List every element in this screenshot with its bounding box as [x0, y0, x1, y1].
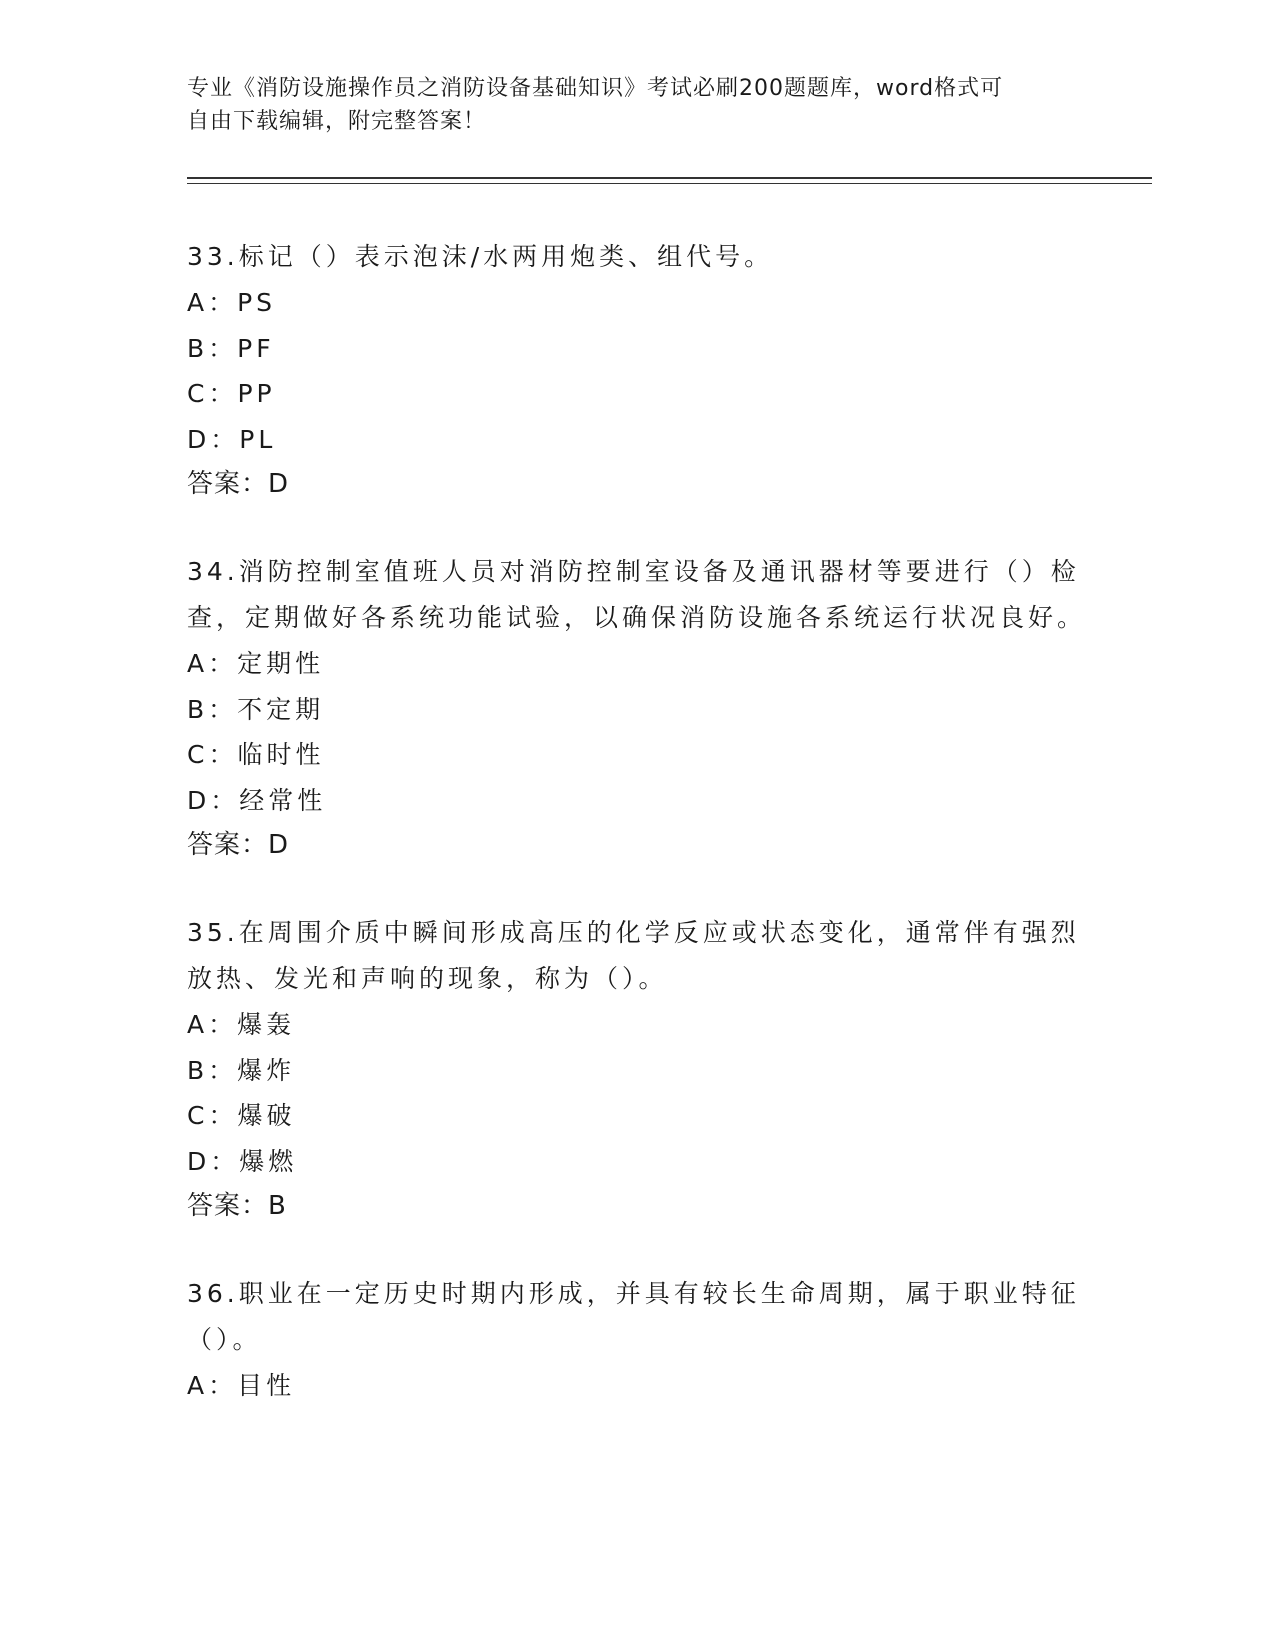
question-stem: 35.在周围介质中瞬间形成高压的化学反应或状态变化，通常伴有强烈放热、发光和声响的现象，称为（）。 [187, 918, 1080, 993]
option-d: D：经常性 [187, 785, 327, 815]
header-line-2: 自由下载编辑，附完整答案！ [187, 109, 487, 134]
option-c: C：PP [187, 379, 276, 408]
question-list [187, 234, 1087, 1452]
document-header [187, 72, 1067, 138]
question-36 [187, 1271, 1087, 1409]
option-d: D：PL [187, 424, 277, 454]
option-a: A：PS [187, 288, 277, 317]
option-c: C：爆破 [187, 1101, 296, 1130]
option-a: A：定期性 [187, 649, 325, 678]
option-b: B：PF [187, 333, 275, 363]
header-divider [187, 177, 1152, 184]
option-c: C：临时性 [187, 740, 325, 769]
answer: 答案：B [187, 1191, 287, 1221]
option-b: B：不定期 [187, 694, 325, 724]
question-stem: 36.职业在一定历史时期内形成，并具有较长生命周期，属于职业特征（）。 [187, 1279, 1080, 1354]
option-a: A：目性 [187, 1371, 296, 1400]
answer: 答案：D [187, 469, 290, 499]
question-stem: 33.标记（）表示泡沫/水两用炮类、组代号。 [187, 242, 774, 271]
option-b: B：爆炸 [187, 1055, 296, 1085]
answer: 答案：D [187, 830, 290, 860]
option-d: D：爆燃 [187, 1146, 298, 1176]
question-stem: 34.消防控制室值班人员对消防控制室设备及通讯器材等要进行（）检查，定期做好各系统功能试验，以确保消防设施各系统运行状况良好。 [187, 557, 1087, 632]
question-34 [187, 549, 1087, 867]
question-33 [187, 234, 1087, 506]
question-35 [187, 910, 1087, 1228]
header-line-1: 专业《消防设施操作员之消防设备基础知识》考试必刷200题题库，word格式可 [187, 76, 1004, 101]
option-a: A：爆轰 [187, 1010, 296, 1039]
